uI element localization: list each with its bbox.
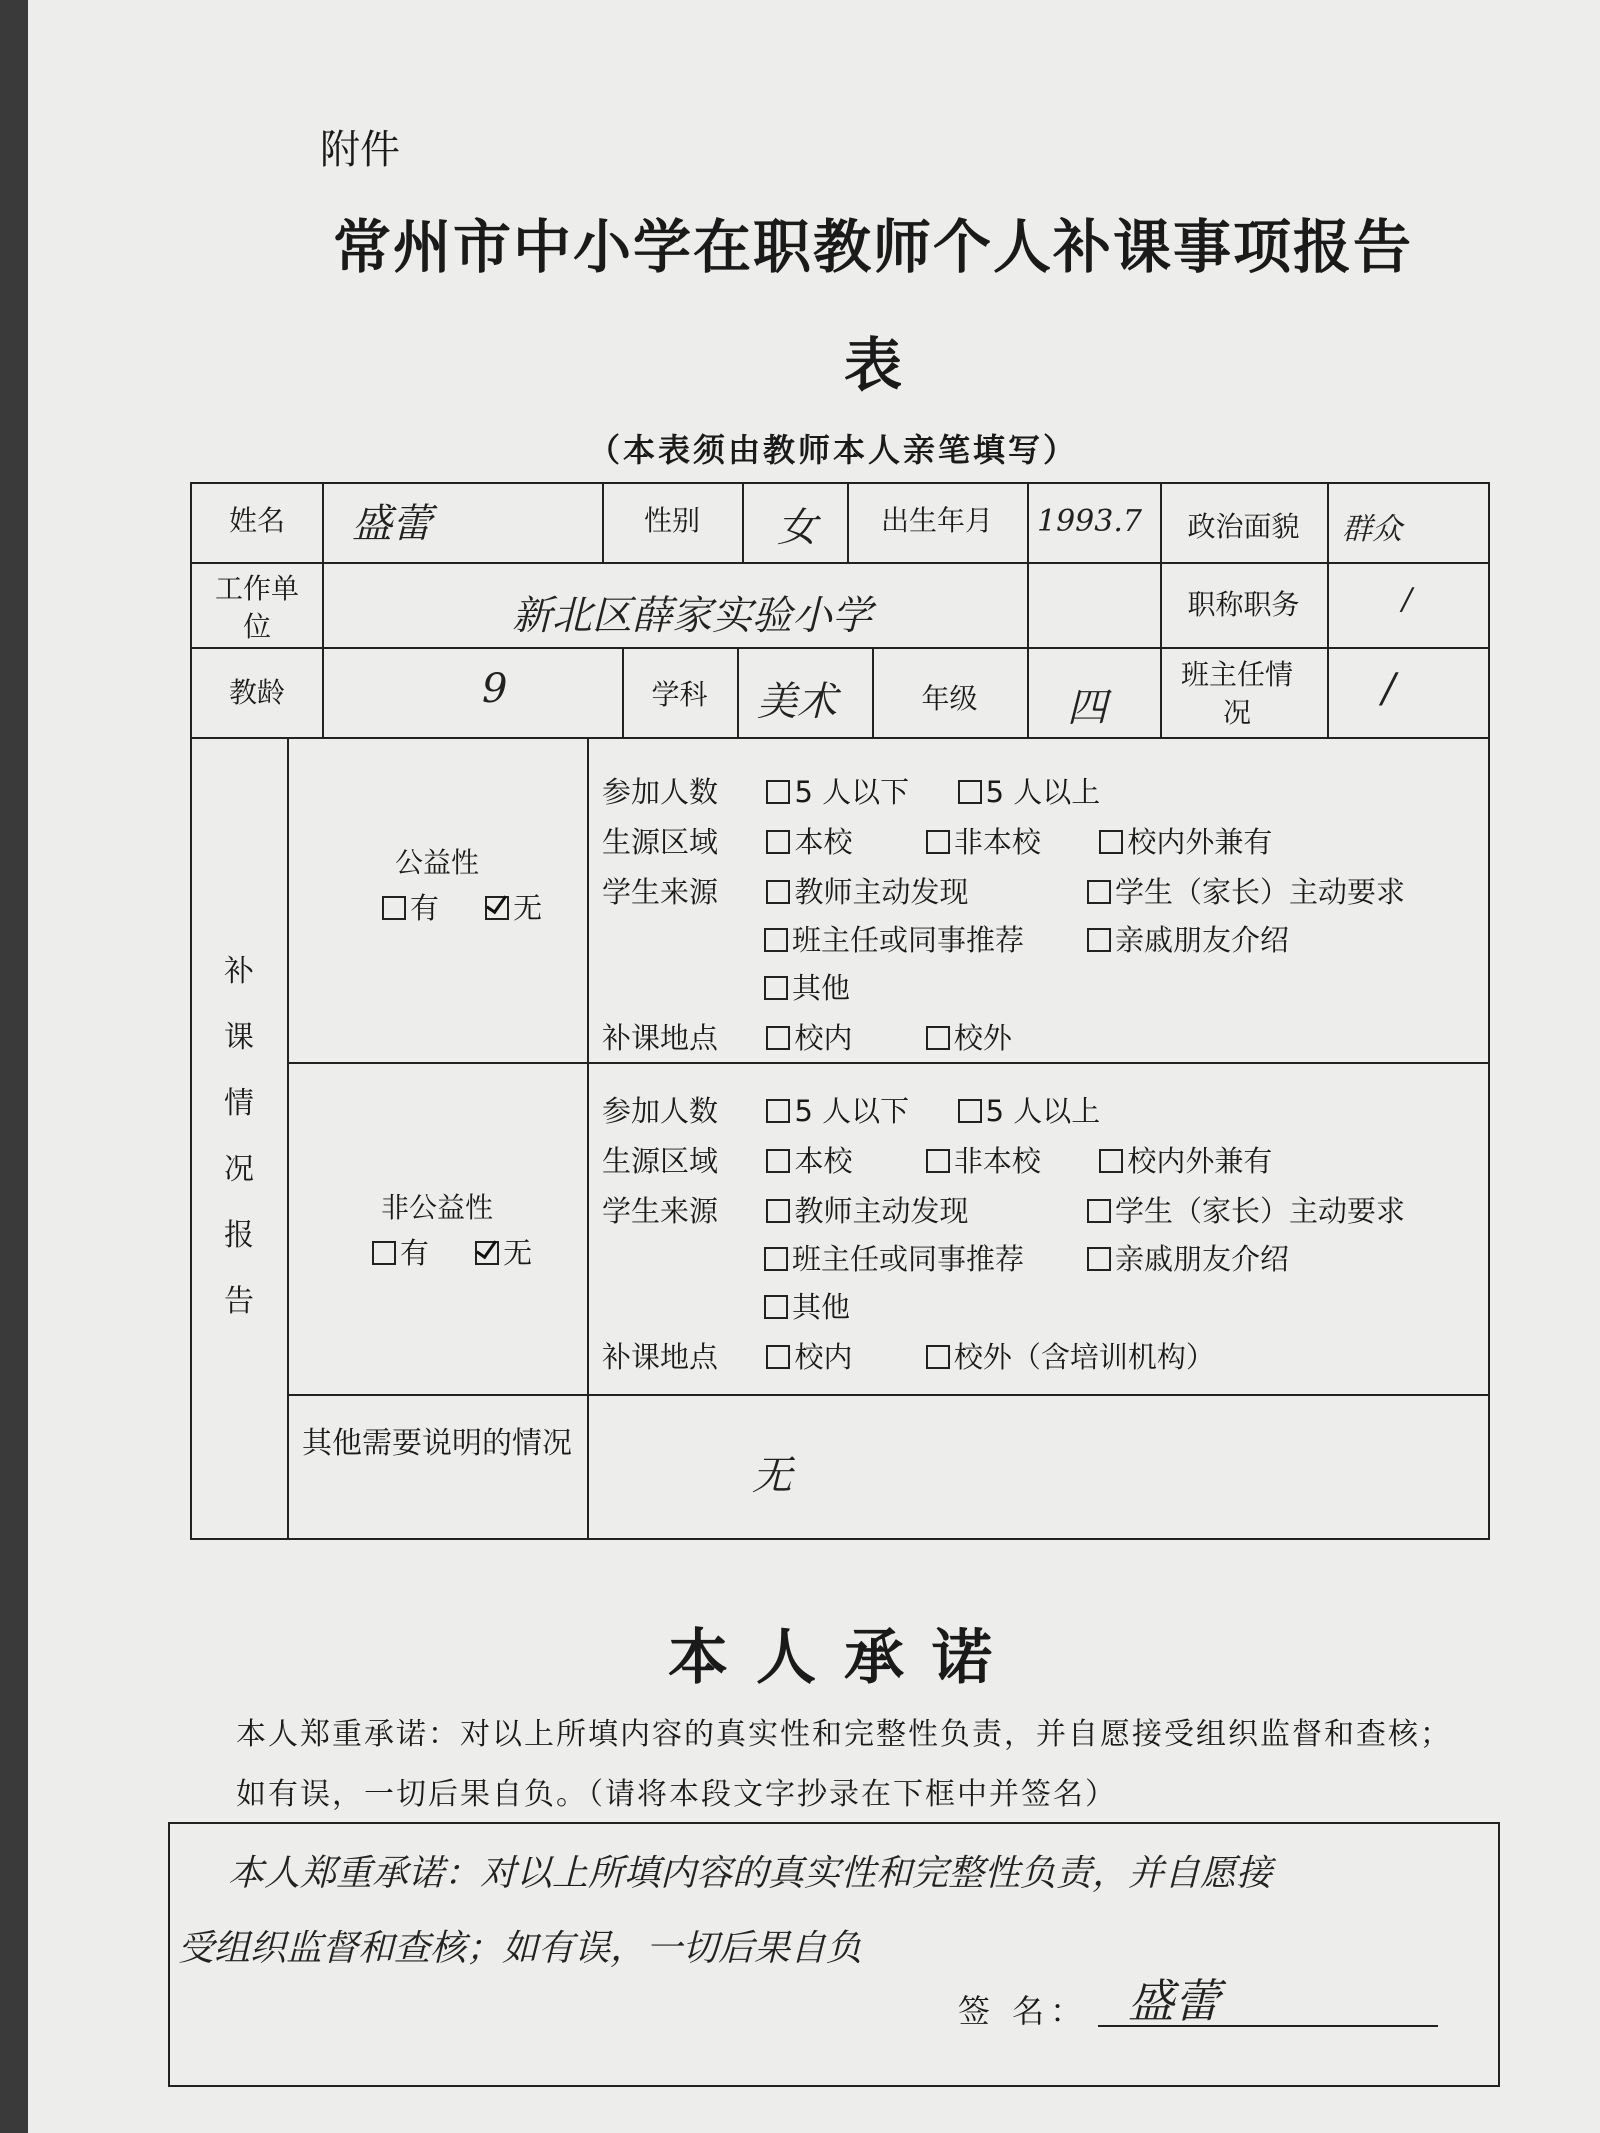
public-r-opt2-checkbox[interactable] (926, 830, 950, 854)
subject-label: 学科 (651, 678, 708, 711)
public-l-opt1-checkbox[interactable] (766, 1026, 790, 1050)
sign-label: 签 名： (958, 1992, 1089, 2030)
np-s-opt5-checkbox[interactable] (764, 1295, 788, 1319)
public-s-opt4-checkbox[interactable] (1087, 928, 1111, 952)
teaching-age-value: 9 (482, 666, 508, 712)
sign-value: 盛蕾 (1128, 1974, 1220, 2028)
public-r-opt1-checkbox[interactable] (766, 830, 790, 854)
handwritten-line-2: 受组织监督和查核；如有误，一切后果自负 (178, 1928, 863, 1969)
birth-value: 1993.7 (1037, 504, 1142, 539)
non-public-yes-no: 有 无 (372, 1231, 532, 1272)
politics-label: 政治面貌 (1187, 510, 1300, 543)
work-unit-value: 新北区薛家实验小学 (512, 593, 872, 639)
gender-label: 性别 (643, 504, 700, 537)
public-r-opt3-checkbox[interactable] (1099, 830, 1123, 854)
np-r-opt3-checkbox[interactable] (1099, 1149, 1123, 1173)
np-s-opt4-checkbox[interactable] (1087, 1247, 1111, 1271)
np-s-opt1-checkbox[interactable] (766, 1199, 790, 1223)
public-yes-checkbox[interactable] (382, 896, 406, 920)
name-value: 盛蕾 (352, 501, 432, 547)
other-label: 其他需要说明的情况 (302, 1426, 572, 1461)
np-r-opt2-checkbox[interactable] (926, 1149, 950, 1173)
gender-value: 女 (777, 505, 817, 551)
public-label: 公益性 (394, 846, 479, 879)
public-s-opt3-checkbox[interactable] (764, 928, 788, 952)
sign-underline (1098, 2025, 1438, 2027)
public-p-opt1-checkbox[interactable] (766, 780, 790, 804)
birth-label: 出生年月 (880, 504, 993, 537)
other-value: 无 (752, 1453, 792, 1499)
subject-value: 美术 (757, 679, 837, 725)
np-l-opt2-checkbox[interactable] (926, 1345, 950, 1369)
title-value: / (1402, 582, 1413, 617)
report-form-table: 姓名 盛蕾 性别 女 出生年月 1993.7 政治面貌 群众 工作单位 新北区薛家实验小学 职称职务 / 教龄 9 学科 美术 年级 四 班主任情况 / 补 课 情 况 报 告 公益性 有 无 参加人数 5 人以下 5 人以上 生源区域 本校 非本校 校内外兼有 学生来源 教师主动发现 学生（家长）主动要求 班主任或同事推荐 亲戚朋友介绍 其他 补课地点 校内 校外 非公益性 有 无 参加人数 5 人以下 5 人以上 生源区域 本校 非本校 校内外兼有 学生来源 教师主动发现 学生（家长）主动要求 班主任或同事推荐 亲戚朋友介绍 其他 补课地点 校内 校外（含培训机构） 其他需要说明的情况 无 (190, 482, 1490, 1540)
np-s-opt3-checkbox[interactable] (764, 1247, 788, 1271)
np-l-opt1-checkbox[interactable] (766, 1345, 790, 1369)
grade-label: 年级 (921, 682, 978, 715)
np-s-opt2-checkbox[interactable] (1087, 1199, 1111, 1223)
public-l-opt2-checkbox[interactable] (926, 1026, 950, 1050)
non-public-label: 非公益性 (380, 1191, 493, 1224)
teaching-age-label: 教龄 (228, 676, 285, 709)
name-label: 姓名 (228, 504, 285, 537)
non-public-yes-checkbox[interactable] (372, 1241, 396, 1265)
attachment-label: 附件 (320, 127, 400, 173)
fill-note: （本表须由教师本人亲笔填写） (588, 431, 1079, 469)
public-no-checkbox[interactable] (485, 896, 509, 920)
page-title-line2: 表 (843, 331, 902, 399)
title-label: 职称职务 (1187, 588, 1300, 621)
np-p-opt1-checkbox[interactable] (766, 1099, 790, 1123)
page-title: 常州市中小学在职教师个人补课事项报告 (332, 213, 1413, 281)
public-p-opt2-checkbox[interactable] (958, 780, 982, 804)
report-side-label: 补 课 情 况 报 告 (224, 954, 254, 1319)
promise-title: 本人承诺 (668, 1623, 1020, 1693)
head-teacher-value: / (1382, 666, 1396, 712)
np-r-opt1-checkbox[interactable] (766, 1149, 790, 1173)
politics-value: 群众 (1342, 512, 1402, 547)
head-teacher-label: 班主任情况 (1180, 658, 1293, 729)
work-unit-label: 工作单位 (214, 572, 299, 643)
promise-text: 本人郑重承诺：对以上所填内容的真实性和完整性负责，并自愿接受组织监督和查核；如有误，一切后果自负。（请将本段文字抄录在下框中并签名） (236, 1717, 1452, 1812)
np-p-opt2-checkbox[interactable] (958, 1099, 982, 1123)
paper-sheet (28, 0, 1600, 2133)
public-s-opt1-checkbox[interactable] (766, 880, 790, 904)
non-public-no-checkbox[interactable] (475, 1241, 499, 1265)
public-yes-no: 有 无 (382, 886, 542, 927)
public-s-opt5-checkbox[interactable] (764, 976, 788, 1000)
handwritten-line-1: 本人郑重承诺：对以上所填内容的真实性和完整性负责，并自愿接 (228, 1853, 1273, 1894)
grade-value: 四 (1067, 685, 1107, 731)
public-s-opt2-checkbox[interactable] (1087, 880, 1111, 904)
